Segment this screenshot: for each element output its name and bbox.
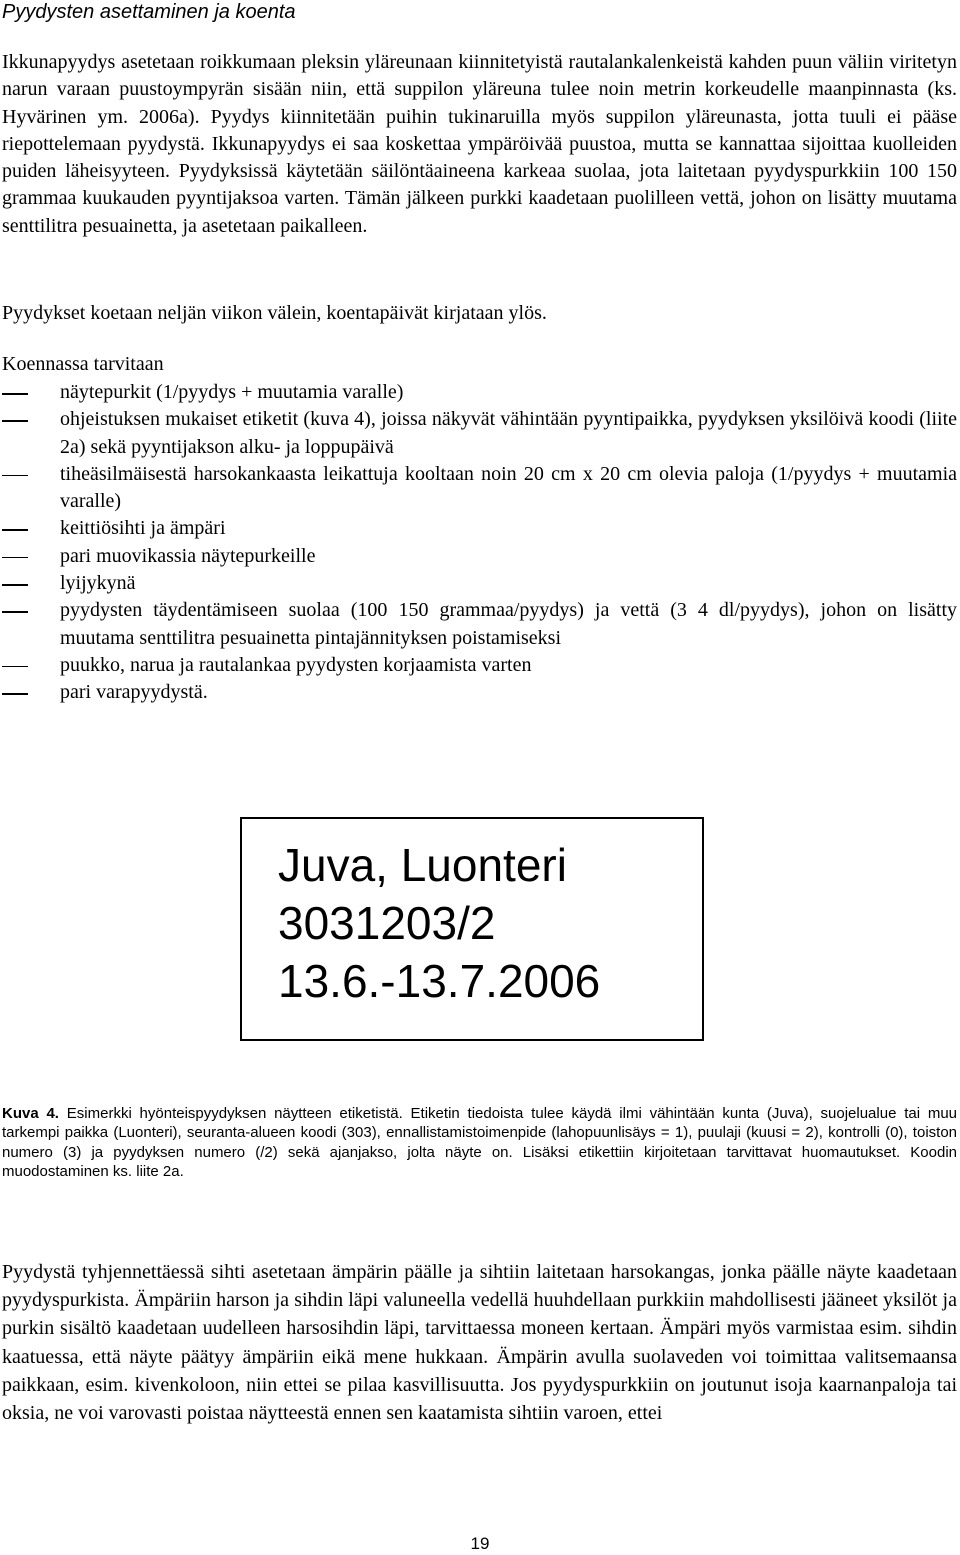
figure-caption bbox=[2, 1104, 957, 1181]
list-item bbox=[0, 543, 957, 570]
label-date-range: 13.6.-13.7.2006 bbox=[278, 955, 601, 1007]
section-heading: Pyydysten asettaminen ja koenta bbox=[2, 1, 296, 23]
list-item bbox=[0, 461, 957, 516]
list-item bbox=[0, 406, 957, 461]
label-code: 3031203/2 bbox=[278, 897, 496, 949]
list-item bbox=[0, 379, 957, 406]
list-item bbox=[0, 597, 957, 652]
list-item-text: lyijykynä bbox=[60, 572, 136, 595]
paragraph-emptying-procedure: Pyydystä tyhjennettäessä sihti asetetaan ämpärin päälle ja sihtiin laitetaan harsokangas, jonka päälle näyte kaadetaan pyydyspurkista. Ämpäriin harson ja sihdin läpi valuneella vedellä huuhdellaan purkkiin mahdollisesti jääneet yksilöt ja purkin sisältö kaadetaan uudelleen harsosihdin läpi, tarvittaessa moneen kertaan. Ämpäri myös varmistaa esim. sihdin kaatuessa, että näyte päätyy ämpäriin eikä mene hukkaan. Ämpärin avulla suolaveden voi toimittaa valitsemaansa paikkaan, esim. kivenkoloon, niin ettei se pilaa kasvillisuutta. Jos pyydyspurkkiin on joutunut isoja kaarnanpaloja tai oksia, ne voi varovasti poistaa näytteestä ennen sen kaatamista sihtiin varoen, ettei bbox=[2, 1261, 957, 1425]
page-number: 19 bbox=[470, 1534, 490, 1553]
list-item-text: pyydysten täydentämiseen suolaa (100 150 grammaa/pyydys) ja vettä (3 4 dl/pyydys), johon on lisätty muutama senttilitra pesuainetta pintajännityksen poistamiseksi bbox=[60, 599, 957, 649]
example-label-figure bbox=[240, 817, 704, 1041]
list-item-text: puukko, narua ja rautalankaa pyydysten korjaamista varten bbox=[60, 653, 532, 676]
figure-caption-text: Esimerkki hyönteispyydyksen näytteen etiketistä. Etiketin tiedoista tulee käydä ilmi vähintään kunta (Juva), suojelualue tai muu tarkempi paikka (Luonteri), seuranta-alueen koodi (303), ennallistamistoimenpide (lahopuunlisäys = 1), puulaji (kuusi = 2), kontrolli (0), toiston numero (3) ja pyydyksen numero (/2) sekä ajanjakso, jolta näyte on. Lisäksi etikettiin kirjoitetaan tarvittavat huomautukset. Koodin muodostaminen ks. liite 2a. bbox=[2, 1105, 957, 1180]
list-item-text: näytepurkit (1/pyydys + muutamia varalle) bbox=[60, 381, 404, 403]
list-item bbox=[0, 652, 957, 679]
list-item bbox=[0, 570, 957, 597]
list-item-text: pari varapyydystä. bbox=[60, 681, 208, 704]
paragraph-trap-setup: Ikkunapyydys asetetaan roikkumaan pleksin yläreunaan kiinnitetyistä rautalankalenkeistä kahden puun väliin viritetyn narun varaan puustoympyrän sisään niin, että suppilon yläreuna tulee noin metrin korkeudelle maanpinnasta (ks. Hyvärinen ym. 2006a). Pyydys kiinnitetään puihin tukinaruilla myös suppilon yläreunasta, jotta tuuli ei pääse riepottelemaan pyydystä. Ikkunapyydys ei saa koskettaa ympäröivää puustoa, mutta se kannattaa sijoittaa kuolleiden puiden läheisyyteen. Pyydyksissä käytetään säilöntäaineena karkeaa suolaa, jota laitetaan pyydyspurkkiin 100 150 grammaa kuukauden pyyntijaksoa varten. Tämän jälkeen purkki kaadetaan puolilleen vettä, johon on lisätty muutama senttilitra pesuainetta, ja asetetaan paikalleen. bbox=[2, 51, 957, 237]
equipment-list bbox=[0, 379, 957, 707]
paragraph-collection-interval: Pyydykset koetaan neljän viikon välein, koentapäivät kirjataan ylös. bbox=[2, 302, 547, 324]
list-item-text: ohjeistuksen mukaiset etiketit (kuva 4), joissa näkyvät vähintään pyyntipaikka, pyydyksen yksilöivä koodi (liite 2a) sekä pyyntijakson alku- ja loppupäivä bbox=[60, 408, 957, 458]
list-item-text: keittiösihti ja ämpäri bbox=[60, 517, 226, 540]
label-location: Juva, Luonteri bbox=[278, 839, 567, 891]
list-item-text: pari muovikassia näytepurkeille bbox=[60, 544, 316, 567]
paragraph-equipment-intro: Koennassa tarvitaan bbox=[2, 353, 164, 375]
list-item-text: tiheäsilmäisestä harsokankaasta leikattuja kooltaan noin 20 cm x 20 cm olevia paloja (1/pyydys + muutamia varalle) bbox=[60, 462, 957, 513]
list-item bbox=[0, 679, 957, 706]
figure-caption-lead: Kuva 4. bbox=[2, 1105, 59, 1122]
list-item bbox=[0, 515, 957, 542]
